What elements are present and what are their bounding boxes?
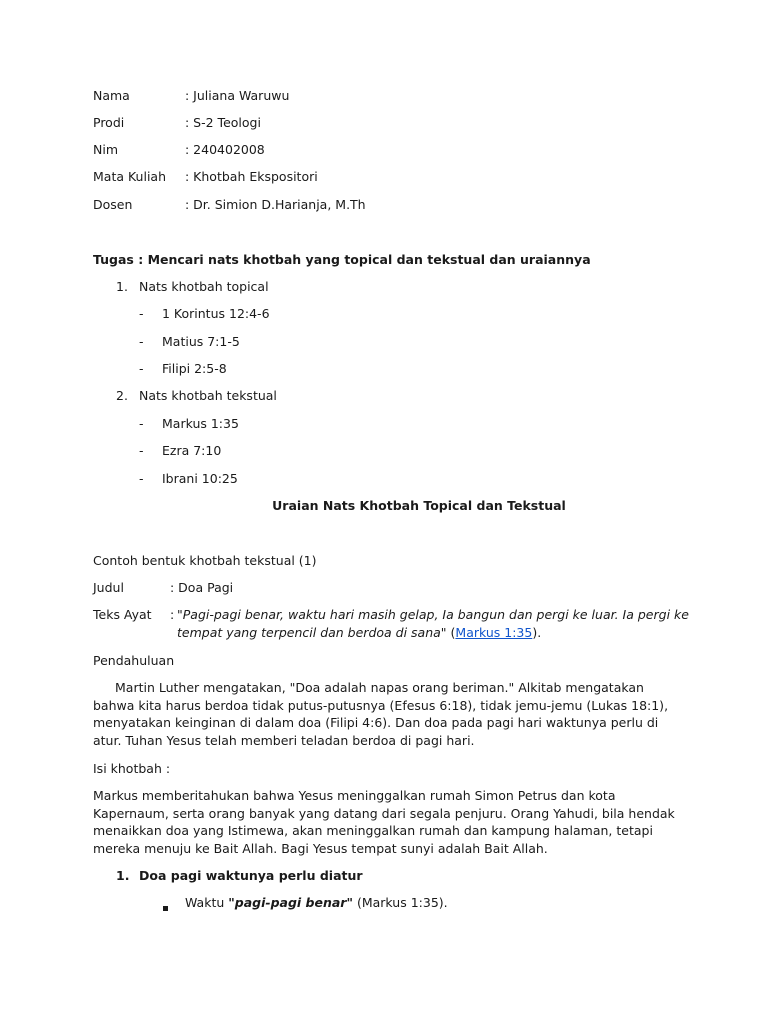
identity-label-prodi: Prodi — [93, 115, 125, 130]
sub-bullet-item — [185, 895, 448, 910]
identity-label-dosen: Dosen — [93, 197, 133, 212]
judul-label: Judul — [93, 580, 124, 595]
point-number: 1. — [116, 868, 130, 883]
identity-label-nama: Nama — [93, 88, 130, 103]
task-title: Tugas : Mencari nats khotbah yang topical dan tekstual dan uraiannya — [93, 252, 591, 267]
teks-ayat-paren-open: ( — [446, 625, 456, 640]
section-number: 2. — [116, 388, 128, 403]
teks-ayat-line-1: "Pagi-pagi benar, waktu hari masih gelap, Ia bangun dan pergi ke luar. Ia pergi ke — [177, 607, 689, 622]
teks-ayat-colon: : — [170, 607, 175, 622]
dash-bullet: - — [139, 471, 144, 486]
identity-value-mata-kuliah: : Khotbah Ekspositori — [185, 169, 318, 184]
list-item: Markus 1:35 — [162, 416, 239, 431]
list-item: Matius 7:1-5 — [162, 334, 240, 349]
section-number: 1. — [116, 279, 128, 294]
isi-khotbah-paragraph: Markus memberitahukan bahwa Yesus meninggalkan rumah Simon Petrus dan kota Kapernaum, serta orang banyak yang datang dari segala penjuru. Orang Yahudi, bila hendak menaikkan doa yang Istimewa, akan meninggalkan rumah dan kampung halaman, tetapi mereka menuju ke Bait Allah. Bagi Yesus tempat sunyi adalah Bait Allah. — [93, 788, 675, 856]
dash-bullet: - — [139, 334, 144, 349]
markus-1-35-link[interactable]: Markus 1:35 — [455, 625, 533, 640]
identity-value-nim: : 240402008 — [185, 142, 265, 157]
dash-bullet: - — [139, 361, 144, 376]
teks-ayat-paren-close: ). — [532, 625, 542, 640]
teks-ayat-label: Teks Ayat — [93, 607, 152, 622]
dash-bullet: - — [139, 306, 144, 321]
identity-value-prodi: : S-2 Teologi — [185, 115, 261, 130]
identity-value-dosen: : Dr. Simion D.Harianja, M.Th — [185, 197, 366, 212]
dash-bullet: - — [139, 416, 144, 431]
teks-ayat-line-2 — [177, 625, 541, 640]
sub-bullet-post: (Markus 1:35). — [353, 895, 448, 910]
list-item: 1 Korintus 12:4-6 — [162, 306, 270, 321]
teks-ayat-quote-end: tempat yang terpencil dan berdoa di sana" — [177, 625, 447, 640]
section-heading-uraian: Uraian Nats Khotbah Topical dan Tekstual — [272, 498, 566, 513]
judul-value: : Doa Pagi — [170, 580, 234, 595]
pendahuluan-paragraph: Martin Luther mengatakan, "Doa adalah napas orang beriman." Alkitab mengatakan bahwa kita harus berdoa tidak putus-putusnya (Efesus 6:18), tidak jemu-jemu (Lukas 18:1), menyatakan keinginan di dalam doa (Filipi 4:6). Dan doa pada pagi hari waktunya perlu di atur. Tuhan Yesus telah memberi teladan berdoa di pagi hari. — [93, 680, 669, 748]
isi-khotbah-label: Isi khotbah : — [93, 761, 171, 776]
identity-label-nim: Nim — [93, 142, 118, 157]
dash-bullet: - — [139, 443, 144, 458]
sub-bullet-pre: Waktu — [185, 895, 229, 910]
list-item: Ezra 7:10 — [162, 443, 222, 458]
square-bullet-icon — [163, 899, 168, 914]
section-label-tekstual: Nats khotbah tekstual — [139, 388, 277, 403]
section-label-topical: Nats khotbah topical — [139, 279, 269, 294]
identity-value-nama: : Juliana Waruwu — [185, 88, 290, 103]
example-label: Contoh bentuk khotbah tekstual (1) — [93, 553, 317, 568]
list-item: Filipi 2:5-8 — [162, 361, 227, 376]
point-title: Doa pagi waktunya perlu diatur — [139, 868, 363, 883]
identity-label-mata-kuliah: Mata Kuliah — [93, 169, 167, 184]
pendahuluan-label: Pendahuluan — [93, 653, 175, 668]
sub-bullet-emphasis: "pagi-pagi benar" — [228, 895, 353, 910]
list-item: Ibrani 10:25 — [162, 471, 238, 486]
